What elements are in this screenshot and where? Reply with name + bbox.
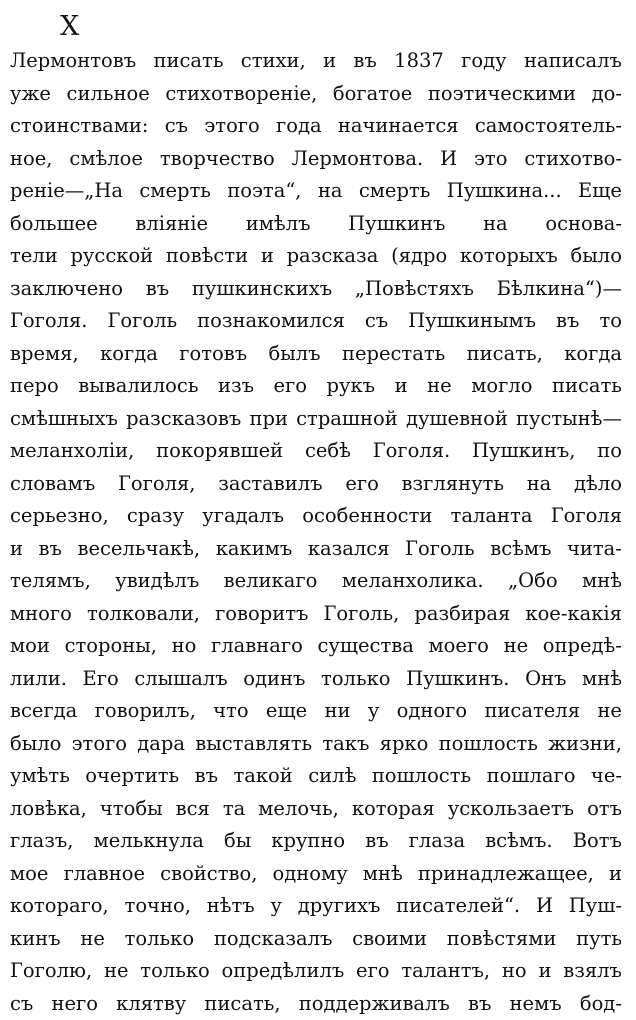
text-line: всегда говорилъ, что еще ни у одного писателя не [10, 695, 622, 728]
text-line: время, когда готовъ былъ перестать писать, когда [10, 338, 622, 371]
text-line: смѣшныхъ разсказовъ при страшной душевной пустынѣ— [10, 403, 622, 436]
text-line: ное, смѣлое творчество Лермонтова. И это стихотво- [10, 143, 622, 176]
text-line: ловѣка, чтобы вся та мелочь, которая ускользаетъ отъ [10, 793, 622, 826]
text-line: серьезно, сразу угадалъ особенности таланта Гоголя [10, 500, 622, 533]
text-line: кинъ не только подсказалъ своими повѣстями путь [10, 923, 622, 956]
text-line: мое главное свойство, одному мнѣ принадлежащее, и [10, 858, 622, 891]
text-line: заключено въ пушкинскихъ „Повѣстяхъ Бѣлкина“)— [10, 273, 622, 306]
text-line: съ него клятву писать, поддерживалъ въ немъ бод- [10, 988, 622, 1020]
text-line: Гоголю, не только опредѣлилъ его талантъ, но и взялъ [10, 955, 622, 988]
text-line: Лермонтовъ писать стихи, и въ 1837 году написалъ [10, 45, 622, 78]
text-line: было этого дара выставлять такъ ярко пошлость жизни, [10, 728, 622, 761]
text-line: реніе—„На смерть поэта“, на смерть Пушкина... Еще [10, 175, 622, 208]
text-line: стоинствами: съ этого года начинается самостоятель- [10, 110, 622, 143]
text-line: большее вліяніе имѣлъ Пушкинъ на основа- [10, 208, 622, 241]
text-line: глазъ, мелькнула бы крупно въ глаза всѣмъ. Вотъ [10, 825, 622, 858]
page-marker: X [60, 12, 79, 42]
text-line: котораго, точно, нѣтъ у другихъ писателей“. И Пуш- [10, 890, 622, 923]
text-line: словамъ Гоголя, заставилъ его взглянуть на дѣло [10, 468, 622, 501]
text-line: Гоголя. Гоголь познакомился съ Пушкинымъ въ то [10, 305, 622, 338]
text-line: много толковали, говоритъ Гоголь, разбирая кое-какія [10, 598, 622, 631]
text-line: телямъ, увидѣлъ великаго меланхолика. „Обо мнѣ [10, 565, 622, 598]
text-line: умѣть очертить въ такой силѣ пошлость пошлаго че- [10, 760, 622, 793]
body-text [10, 45, 622, 1020]
text-line: уже сильное стихотвореніе, богатое поэтическими до- [10, 78, 622, 111]
text-line: мои стороны, но главнаго существа моего не опредѣ- [10, 630, 622, 663]
text-line: тели русской повѣсти и разсказа (ядро которыхъ было [10, 240, 622, 273]
text-line: перо вывалилось изъ его рукъ и не могло писать [10, 370, 622, 403]
text-line: лили. Его слышалъ одинъ только Пушкинъ. Онъ мнѣ [10, 663, 622, 696]
text-line: меланхоліи, покорявшей себѣ Гоголя. Пушкинъ, по [10, 435, 622, 468]
text-line: и въ весельчакѣ, какимъ казался Гоголь всѣмъ чита- [10, 533, 622, 566]
